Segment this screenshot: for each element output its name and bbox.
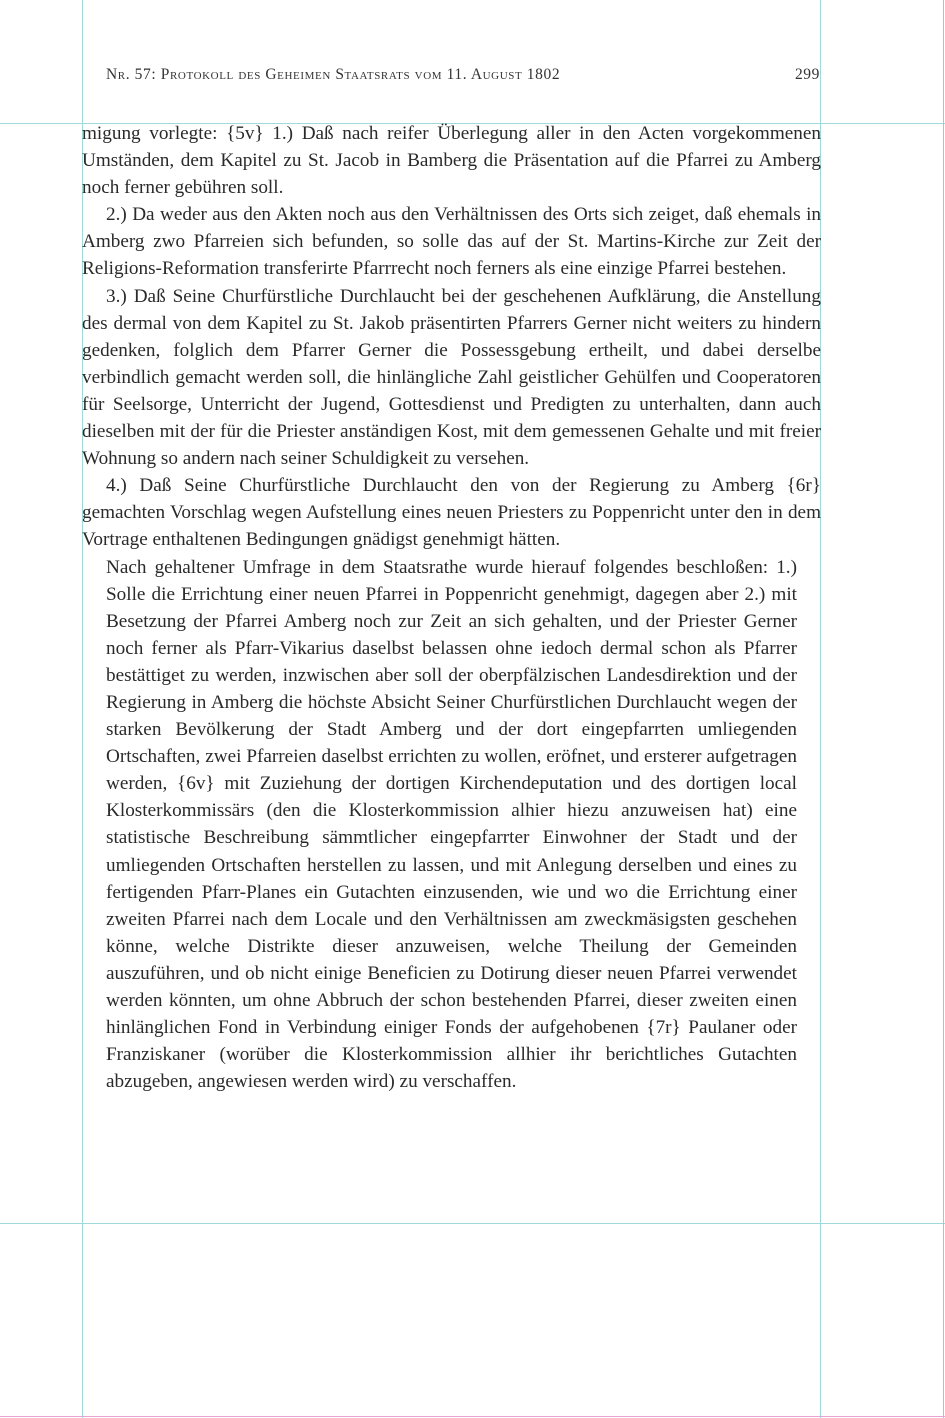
page-edge-bottom [0,1416,945,1417]
paragraph-item-3: 3.) Daß Seine Churfürstliche Durchlaucht bei der geschehenen Aufklärung, die Anstellung des dermal von dem Kapitel zu St. Jakob präsentirten Pfarrers Gerner nicht weiters zu hindern gedenken, folglich dem Pfarrer Gerner die Possessgebung ertheilt, und dabei derselbe verbindlich gemacht werden soll, die hinlängliche Zahl geistlicher Gehülfen und Cooperatoren für Seelsorge, Unterricht der Jugend, Gottesdienst und Predigten zu unterhalten, dann auch dieselben mit der für die Priester anständigen Kost, mit dem gemessenen Gehalte und mit freier Wohnung so andern nach seiner Schuldigkeit zu versehen. [82,285,821,470]
paragraph-resolution: Nach gehaltener Umfrage in dem Staatsrathe wurde hierauf folgendes beschloßen: 1.) Solle die Errichtung einer neuen Pfarrei in Poppenricht genehmigt, dagegen aber 2.) mit Besetzung der Pfarrei Amberg noch zur Zeit an sich gehalten, und der Priester Gerner noch ferner als Pfarr-Vikarius daselbst belassen ohne iedoch dermal schon als Pfarrer bestättiget zu werden, inzwischen aber soll der oberpfälzischen Landesdirektion und der Regierung in Amberg die höchste Absicht Seiner Churfürstlichen Durchlaucht wegen der starken Bevölkerung der Stadt Amberg und der dort eingepfarrten umliegenden Ortschaften, zwei Pfarreien daselbst errichten zu wollen, eröfnet, und ersterer aufgetragen werden, {6v} mit Zuziehung der dortigen Kirchendeputation und des dortigen local Klosterkommissärs (den die Klosterkommission alhier hiezu anzuweisen hat) eine statistische Beschreibung sämmtlicher eingepfarrter Einwohner der Stadt und der umliegenden Ortschaften herstellen zu lassen, und mit Anlegung derselben und eines zu fertigenden Pfarr-Planes ein Gutachten einzusenden, wie und wo die Errichtung einer zweiten Pfarrei nach dem Locale und den Verhältnissen am zweckmäsigsten geschehen könne, welche Distrikte dieser anzuweisen, welche Theilung der Gemeinden auszuführen, und ob nicht einige Beneficien zu Dotirung dieser neuen Pfarrei verwendet werden könnten, um ohne Abbruch der schon bestehenden Pfarrei, dieser zweiten einen hinlänglichen Fond in Verbindung einiger Fonds der aufgehobenen {7r} Paulaner oder Franziskaner (worüber die Klosterkommission allhier ihr berichtliches Gutachten abzugeben, angewiesen werden wird) zu verschaffen. [106,556,797,1093]
running-head-title: Nr. 57: Protokoll des Geheimen Staatsrats vom 11. August 1802 [106,66,561,83]
guide-bottom-margin [0,1223,945,1224]
page-edge-right [943,0,944,1418]
paragraph-item-2: 2.) Da weder aus den Akten noch aus den Verhältnissen des Orts sich zeiget, daß ehemals in Amberg zwo Pfarreien sich befunden, so solle das auf der St. Martins-Kirche zur Zeit der Religions-Reformation transferirte Pfarrrecht noch ferners als eine einzige Pfarrei bestehen. [82,204,821,280]
page-number: 299 [794,66,820,83]
paragraph-continuation: migung vorlegte: {5v} 1.) Daß nach reifer Überlegung aller in den Acten vorgekommenen Umständen, dem Kapitel zu St. Jacob in Bamberg die Präsentation auf die Pfarrei zu Amberg noch ferner gebühren soll. [82,123,821,199]
paragraph-item-4: 4.) Daß Seine Churfürstliche Durchlaucht den von der Regierung zu Amberg {6r} gemachten Vorschlag wegen Aufstellung eines neuen Priesters zu Poppenricht unter den in dem Vortrage enthaltenen Bedingungen gnädigst genehmigt hätten. [82,475,821,551]
body-text [82,120,821,1095]
running-head [106,64,820,90]
